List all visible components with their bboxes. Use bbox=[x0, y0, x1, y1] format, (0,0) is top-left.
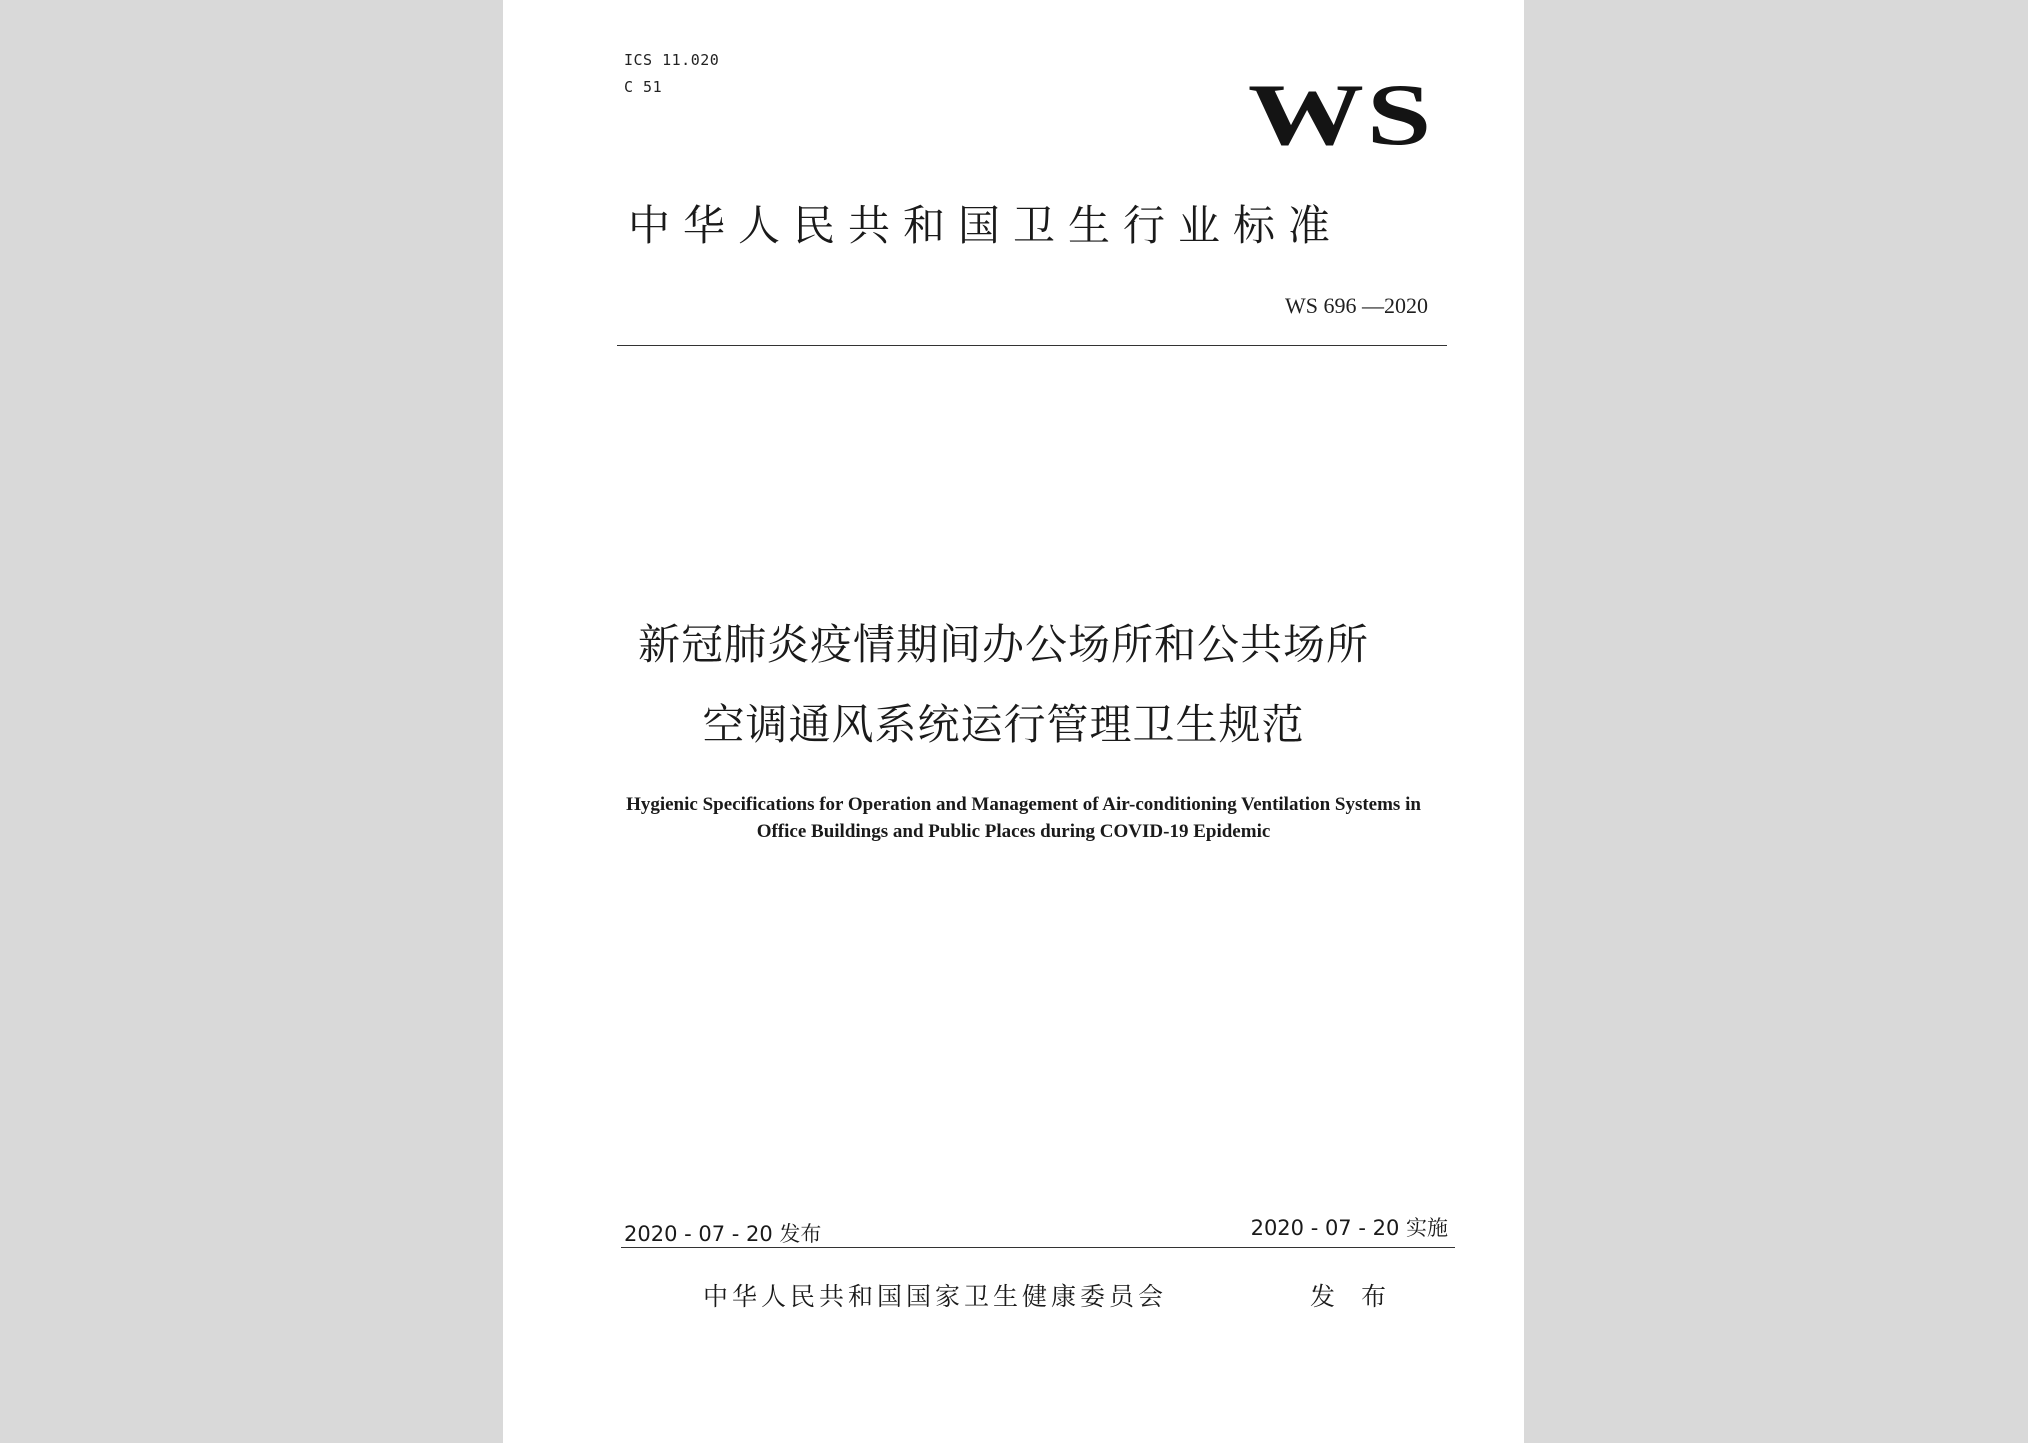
header-divider bbox=[617, 345, 1447, 346]
title-en-line1: Hygienic Specifications for Operation and Management of Air-conditioning Ventilation Systems in bbox=[626, 794, 1421, 815]
ics-code: ICS 11.020 bbox=[624, 51, 720, 69]
ws-logo: WS bbox=[1247, 67, 1434, 164]
title-zh-line1: 新冠肺炎疫情期间办公场所和公共场所 bbox=[637, 620, 1369, 669]
issuer-name: 中华人民共和国国家卫生健康委员会 bbox=[703, 1282, 1168, 1311]
standard-title: 中华人民共和国卫生行业标准 bbox=[628, 201, 1344, 250]
release-date: 2020 - 07 - 20 发布 bbox=[624, 1222, 822, 1246]
document-page bbox=[503, 0, 1524, 1443]
standard-number: WS 696 —2020 bbox=[1285, 293, 1428, 318]
title-zh-line2: 空调通风系统运行管理卫生规范 bbox=[702, 700, 1305, 749]
issue-label: 发 布 bbox=[1310, 1282, 1395, 1311]
ccs-code: C 51 bbox=[624, 78, 663, 96]
effective-date: 2020 - 07 - 20 实施 bbox=[1250, 1216, 1448, 1240]
footer-divider bbox=[621, 1247, 1455, 1248]
title-en-line2: Office Buildings and Public Places during COVID-19 Epidemic bbox=[756, 821, 1271, 842]
